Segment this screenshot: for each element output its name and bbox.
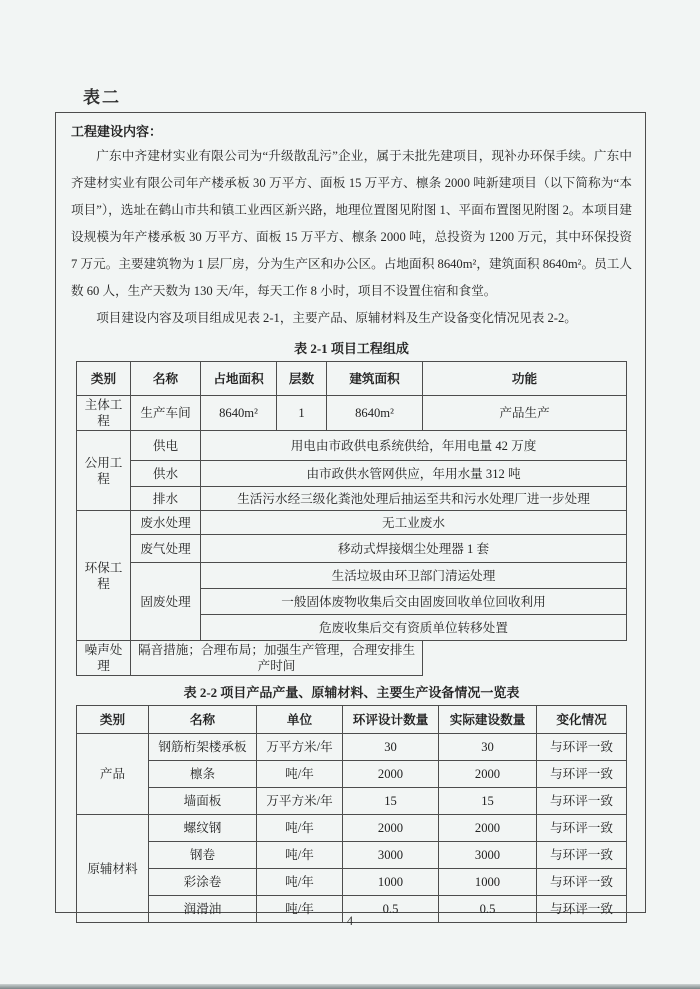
table-row — [77, 869, 627, 896]
header-cell-name: 名称 — [149, 706, 257, 734]
table-row — [77, 511, 627, 535]
content-frame — [55, 112, 646, 916]
header-cell-function: 功能 — [423, 362, 627, 396]
category-cell: 公用工程 — [77, 431, 131, 511]
table-cell: 与环评一致 — [537, 842, 627, 869]
table-cell: 生活垃圾由环卫部门清运处理 — [201, 563, 627, 589]
table-cell: 吨/年 — [257, 842, 343, 869]
table-cell: 1000 — [343, 869, 439, 896]
table-cell: 万平方米/年 — [257, 734, 343, 761]
header-cell-change: 变化情况 — [537, 706, 627, 734]
header-cell-area: 占地面积 — [201, 362, 277, 396]
table2-caption: 表 2-2 项目产品产量、原辅材料、主要生产设备情况一览表 — [183, 685, 520, 700]
table-cell: 废气处理 — [131, 535, 201, 563]
header-cell-category: 类别 — [77, 706, 149, 734]
table-cell: 0.5 — [439, 896, 537, 923]
page-number: 4 — [346, 914, 354, 928]
table-cell: 8640m² — [201, 396, 277, 431]
table-row — [77, 641, 627, 676]
table-row — [77, 734, 627, 761]
table-row — [77, 535, 627, 563]
header-cell-actual-qty: 实际建设数量 — [439, 706, 537, 734]
table-cell: 1000 — [439, 869, 537, 896]
table-cell: 危废收集后交有资质单位转移处置 — [201, 615, 627, 641]
table-cell: 润滑油 — [149, 896, 257, 923]
table-row — [77, 815, 627, 842]
table-row — [77, 396, 627, 431]
table-cell: 生活污水经三级化粪池处理后抽运至共和污水处理厂进一步处理 — [201, 487, 627, 511]
table1-caption: 表 2-1 项目工程组成 — [294, 341, 409, 356]
table-cell: 彩涂卷 — [149, 869, 257, 896]
table-cell: 3000 — [439, 842, 537, 869]
table-cell: 供水 — [131, 461, 201, 487]
table-cell: 与环评一致 — [537, 869, 627, 896]
table-header-row — [77, 362, 627, 396]
table-cell: 隔音措施；合理布局；加强生产管理，合理安排生产时间 — [131, 641, 423, 676]
table-cell: 与环评一致 — [537, 815, 627, 842]
table-cell: 与环评一致 — [537, 896, 627, 923]
table-cell: 钢卷 — [149, 842, 257, 869]
table-cell: 产品生产 — [423, 396, 627, 431]
table-header-row — [77, 706, 627, 734]
table-cell: 0.5 — [343, 896, 439, 923]
table-row — [77, 461, 627, 487]
scan-edge-shadow — [0, 984, 700, 989]
table-cell: 2000 — [439, 761, 537, 788]
header-cell-name: 名称 — [131, 362, 201, 396]
header-cell-unit: 单位 — [257, 706, 343, 734]
header-cell-built-area: 建筑面积 — [327, 362, 423, 396]
table-cell: 30 — [439, 734, 537, 761]
table-cell: 1 — [277, 396, 327, 431]
table-cell: 移动式焊接烟尘处理器 1 套 — [201, 535, 627, 563]
table-cell: 无工业废水 — [201, 511, 627, 535]
table-cell: 螺纹钢 — [149, 815, 257, 842]
table-row — [77, 563, 627, 589]
table-row — [77, 431, 627, 461]
table-cell: 30 — [343, 734, 439, 761]
table-cell: 钢筋桁架楼承板 — [149, 734, 257, 761]
table-cell: 与环评一致 — [537, 788, 627, 815]
table-cell: 吨/年 — [257, 761, 343, 788]
table-cell: 15 — [439, 788, 537, 815]
table-cell: 与环评一致 — [537, 734, 627, 761]
products-materials-table — [76, 705, 627, 923]
table-row — [77, 842, 627, 869]
header-cell-category: 类别 — [77, 362, 131, 396]
table-row — [77, 761, 627, 788]
table-cell: 噪声处理 — [77, 641, 131, 676]
table-cell: 一般固体废物收集后交由固废回收单位回收利用 — [201, 589, 627, 615]
table-row — [77, 788, 627, 815]
category-cell: 主体工程 — [77, 396, 131, 431]
sheet-title: 表二 — [83, 88, 121, 107]
table-cell: 生产车间 — [131, 396, 201, 431]
table-cell: 2000 — [439, 815, 537, 842]
table-cell: 吨/年 — [257, 896, 343, 923]
table-cell: 废水处理 — [131, 511, 201, 535]
table-cell: 用电由市政供电系统供给，年用电量 42 万度 — [201, 431, 627, 461]
header-cell-floors: 层数 — [277, 362, 327, 396]
category-cell: 产品 — [77, 734, 149, 815]
table-cell: 固废处理 — [131, 563, 201, 641]
category-cell: 环保工程 — [77, 511, 131, 641]
table-cell: 吨/年 — [257, 815, 343, 842]
table-cell: 2000 — [343, 761, 439, 788]
table-cell: 由市政供水管网供应，年用水量 312 吨 — [201, 461, 627, 487]
body-paragraph-2: 项目建设内容及项目组成见表 2-1，主要产品、原辅材料及生产设备变化情况见表 2-2。 — [96, 311, 577, 325]
category-cell: 原辅材料 — [77, 815, 149, 923]
table-cell: 排水 — [131, 487, 201, 511]
table-cell: 3000 — [343, 842, 439, 869]
header-cell-design-qty: 环评设计数量 — [343, 706, 439, 734]
project-composition-table — [76, 361, 627, 676]
table-cell: 供电 — [131, 431, 201, 461]
table-cell: 8640m² — [327, 396, 423, 431]
table-cell: 2000 — [343, 815, 439, 842]
table-cell: 万平方米/年 — [257, 788, 343, 815]
body-paragraph-1: 广东中齐建材实业有限公司为“升级散乱污”企业，属于未批先建项目，现补办环保手续。广东中齐建材实业有限公司年产楼承板 30 万平方、面板 15 万平方、檩条 2000 吨新建项目（以下简称为“本项目”），选址在鹤山市共和镇工业西区新兴路，地理位置图见附图 1、平面布置图见附图 2。本项目建设规模为年产楼承板 30 万平方、面板 15 万平方、檩条 2000 吨，总投资为 1200 万元，其中环保投资 7 万元。主要建筑物为 1 层厂房，分为生产区和办公区。占地面积 8640m²，建筑面积 8640m²。员工人数 60 人，生产天数为 130 天/年，每天工作 8 小时，项目不设置住宿和食堂。 — [71, 149, 632, 298]
table-cell: 吨/年 — [257, 869, 343, 896]
section-heading: 工程建设内容： — [71, 124, 163, 139]
table-row — [77, 487, 627, 511]
table-cell: 15 — [343, 788, 439, 815]
table-cell: 墙面板 — [149, 788, 257, 815]
table-cell: 与环评一致 — [537, 761, 627, 788]
table-cell: 檩条 — [149, 761, 257, 788]
